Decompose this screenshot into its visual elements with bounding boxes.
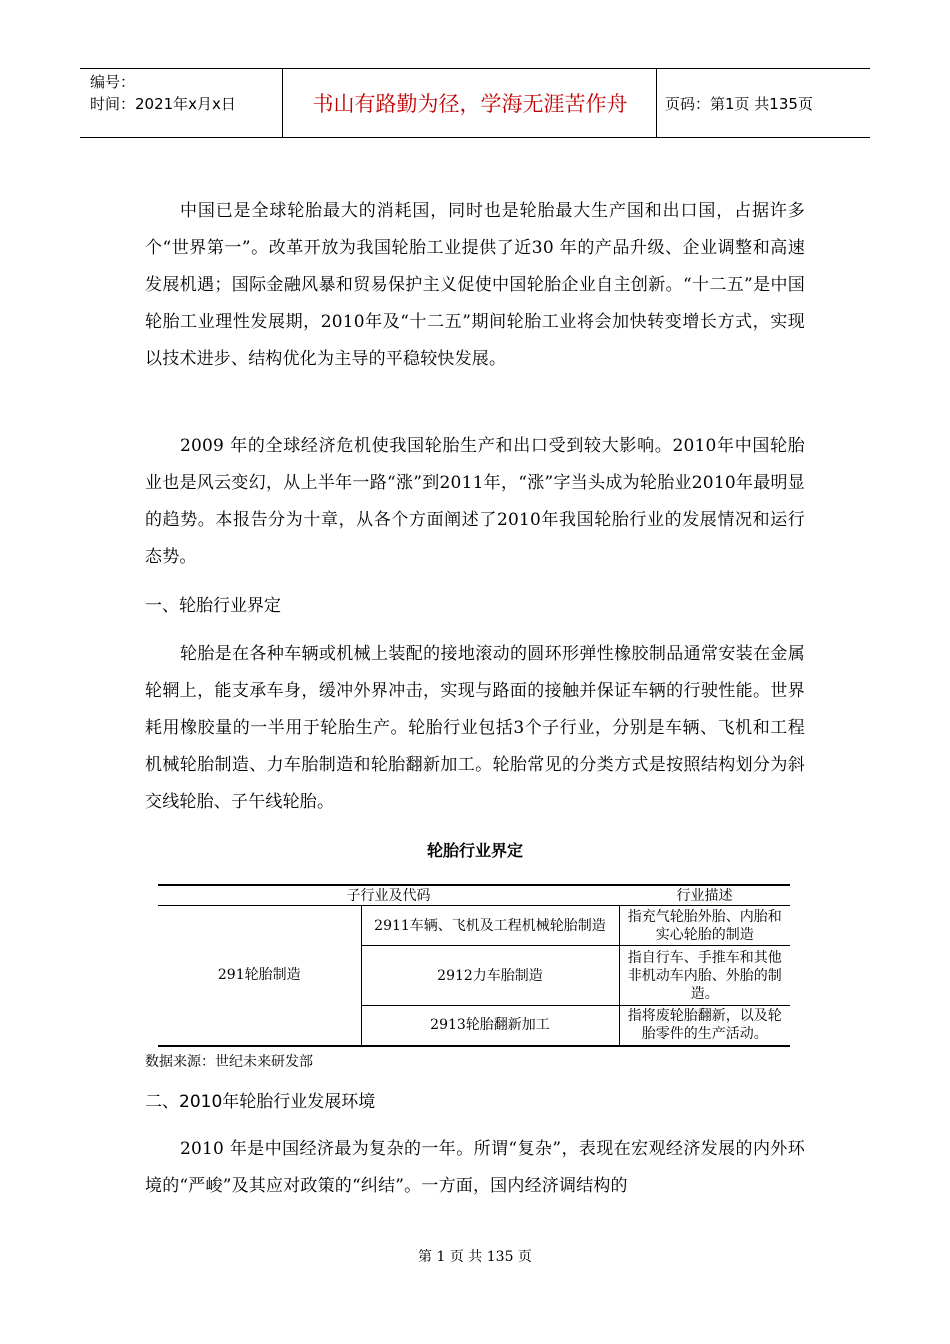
table-row-3-subindustry: 2913轮胎翻新加工	[361, 1006, 619, 1046]
page-footer: 第 1 页 共 135 页	[418, 1249, 532, 1265]
table-row-3-description: 指将废轮胎翻新，以及轮胎零件的生产活动。	[619, 1006, 790, 1046]
table-row-2-subindustry: 2912力车胎制造	[361, 946, 619, 1006]
table-row-1-description: 指充气轮胎外胎、内胎和实心轮胎的制造	[619, 906, 790, 946]
header-page-info: 页码：第1页 共135页	[665, 94, 813, 113]
section-heading-1: 一、轮胎行业界定	[145, 596, 281, 616]
number-label: 编号：	[90, 73, 136, 91]
column-header-description: 行业描述	[619, 885, 790, 906]
group-cell: 291轮胎制造	[158, 906, 361, 1046]
column-header-subindustry: 子行业及代码	[158, 885, 619, 906]
time-label: 时间：2021年x月x日	[90, 95, 236, 113]
header-meta	[80, 69, 283, 137]
header-motto: 书山有路勤为径，学海无涯苦作舟	[284, 69, 657, 137]
section-heading-2: 二、2010年轮胎行业发展环境	[145, 1092, 376, 1112]
definition-paragraph: 轮胎是在各种车辆或机械上装配的接地滚动的圆环形弹性橡胶制品通常安装在金属轮辋上，能支承车身，缓冲外界冲击，实现与路面的接触并保证车辆的行驶性能。世界耗用橡胶量的一半用于轮胎生产。轮胎行业包括3个子行业，分别是车辆、飞机和工程机械轮胎制造、力车胎制造和轮胎翻新加工。轮胎常见的分类方式是按照结构划分为斜交线轮胎、子午线轮胎。	[145, 644, 805, 812]
intro-paragraph-2: 2009 年的全球经济危机使我国轮胎生产和出口受到较大影响。2010年中国轮胎业也是风云变幻，从上半年一路“涨”到2011年，“涨”字当头成为轮胎业2010年最明显的趋势。本报告分为十章，从各个方面阐述了2010年我国轮胎行业的发展情况和运行态势。	[145, 436, 805, 567]
table-row-1-subindustry: 2911车辆、飞机及工程机械轮胎制造	[361, 906, 619, 946]
intro-paragraph-1: 中国已是全球轮胎最大的消耗国，同时也是轮胎最大生产国和出口国，占据许多个“世界第一”。改革开放为我国轮胎工业提供了近30 年的产品升级、企业调整和高速发展机遇；国际金融风暴和贸易保护主义促使中国轮胎企业自主创新。“十二五”是中国轮胎工业理性发展期，2010年及“十二五”期间轮胎工业将会加快转变增长方式，实现以技术进步、结构优化为主导的平稳较快发展。	[145, 201, 805, 369]
table-source: 数据来源：世纪未来研发部	[145, 1054, 313, 1070]
table-caption: 轮胎行业界定	[426, 841, 523, 860]
page-header	[80, 68, 870, 138]
industry-table	[158, 884, 790, 1047]
table-row-2-description: 指自行车、手推车和其他非机动车内胎、外胎的制造。	[619, 946, 790, 1006]
environment-paragraph: 2010 年是中国经济最为复杂的一年。所谓“复杂”，表现在宏观经济发展的内外环境的“严峻”及其应对政策的“纠结”。一方面，国内经济调结构的	[145, 1139, 805, 1196]
